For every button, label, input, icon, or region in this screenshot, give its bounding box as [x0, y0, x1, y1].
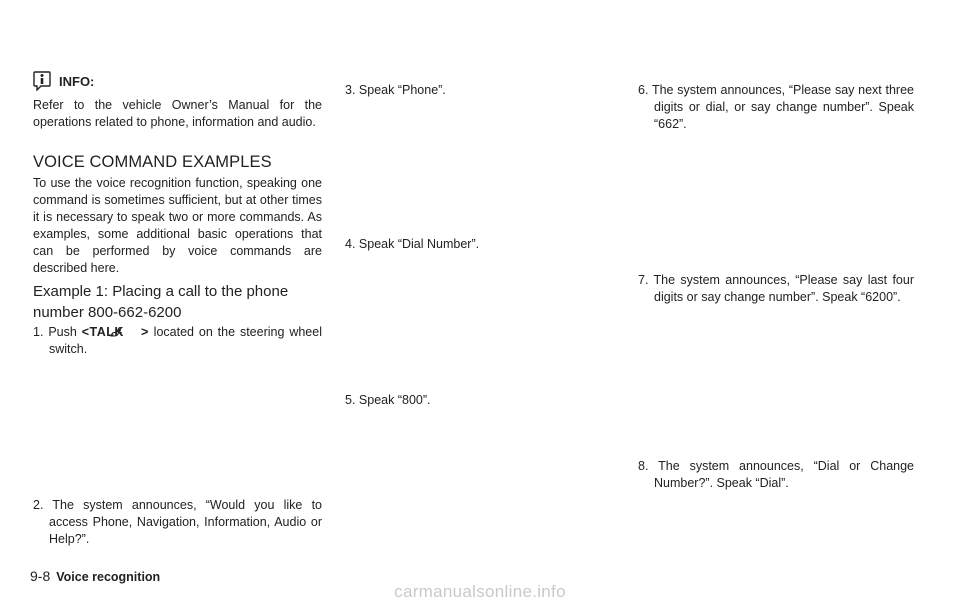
step-text-pre: Push [48, 325, 82, 339]
step-7 [638, 272, 914, 306]
step-6 [638, 82, 914, 133]
step-text: The system announces, “Dial or Change Number?”. Speak “Dial”. [654, 459, 914, 490]
step-text: Speak “Phone”. [358, 83, 446, 97]
step-number: 6. [638, 83, 649, 97]
example-heading: Example 1: Placing a call to the phone number 800-662-6200 [33, 283, 289, 321]
step-number: 8. [638, 459, 649, 473]
footer-section: Voice recognition [56, 570, 161, 584]
step-5 [345, 392, 617, 409]
step-text: The system announces, “Please say next three digits or dial, or say change number”. Speak “662”. [651, 83, 914, 131]
talk-hand-icon [126, 325, 139, 336]
step-text: Speak “800”. [358, 393, 431, 407]
step-number: 5. [345, 393, 356, 407]
info-header [33, 70, 94, 92]
step-1 [33, 324, 322, 358]
step-8 [638, 458, 914, 492]
info-text: Refer to the vehicle Owner’s Manual for the operations related to phone, information and audio. [33, 98, 322, 129]
info-icon [33, 71, 51, 91]
talk-key-label: <TALK [81, 325, 124, 339]
step-number: 1. [33, 325, 44, 339]
step-text: The system announces, “Would you like to access Phone, Navigation, Information, Audio or Help?”. [49, 498, 322, 546]
watermark: carmanualsonline.info [394, 582, 566, 601]
step-number: 3. [345, 83, 356, 97]
step-number: 2. [33, 498, 44, 512]
step-3 [345, 82, 617, 99]
step-number: 4. [345, 237, 356, 251]
section-heading: VOICE COMMAND EXAMPLES [33, 153, 272, 171]
talk-key-close: > [140, 325, 149, 339]
step-4 [345, 236, 617, 253]
step-2 [33, 497, 322, 548]
step-text-post: located on the steering wheel switch. [49, 325, 322, 356]
page-number: 9-8 [30, 568, 51, 584]
step-text: The system announces, “Please say last four digits or say change number”. Speak “6200”. [653, 273, 914, 304]
info-label: INFO: [59, 73, 95, 89]
step-number: 7. [638, 273, 649, 287]
step-text: Speak “Dial Number”. [358, 237, 480, 251]
section-intro: To use the voice recognition function, speaking one command is sometimes sufficient, but at other times it is necessary to speak two or more commands. As examples, some additional basic operations that can be performed by voice commands are described here. [33, 176, 322, 275]
